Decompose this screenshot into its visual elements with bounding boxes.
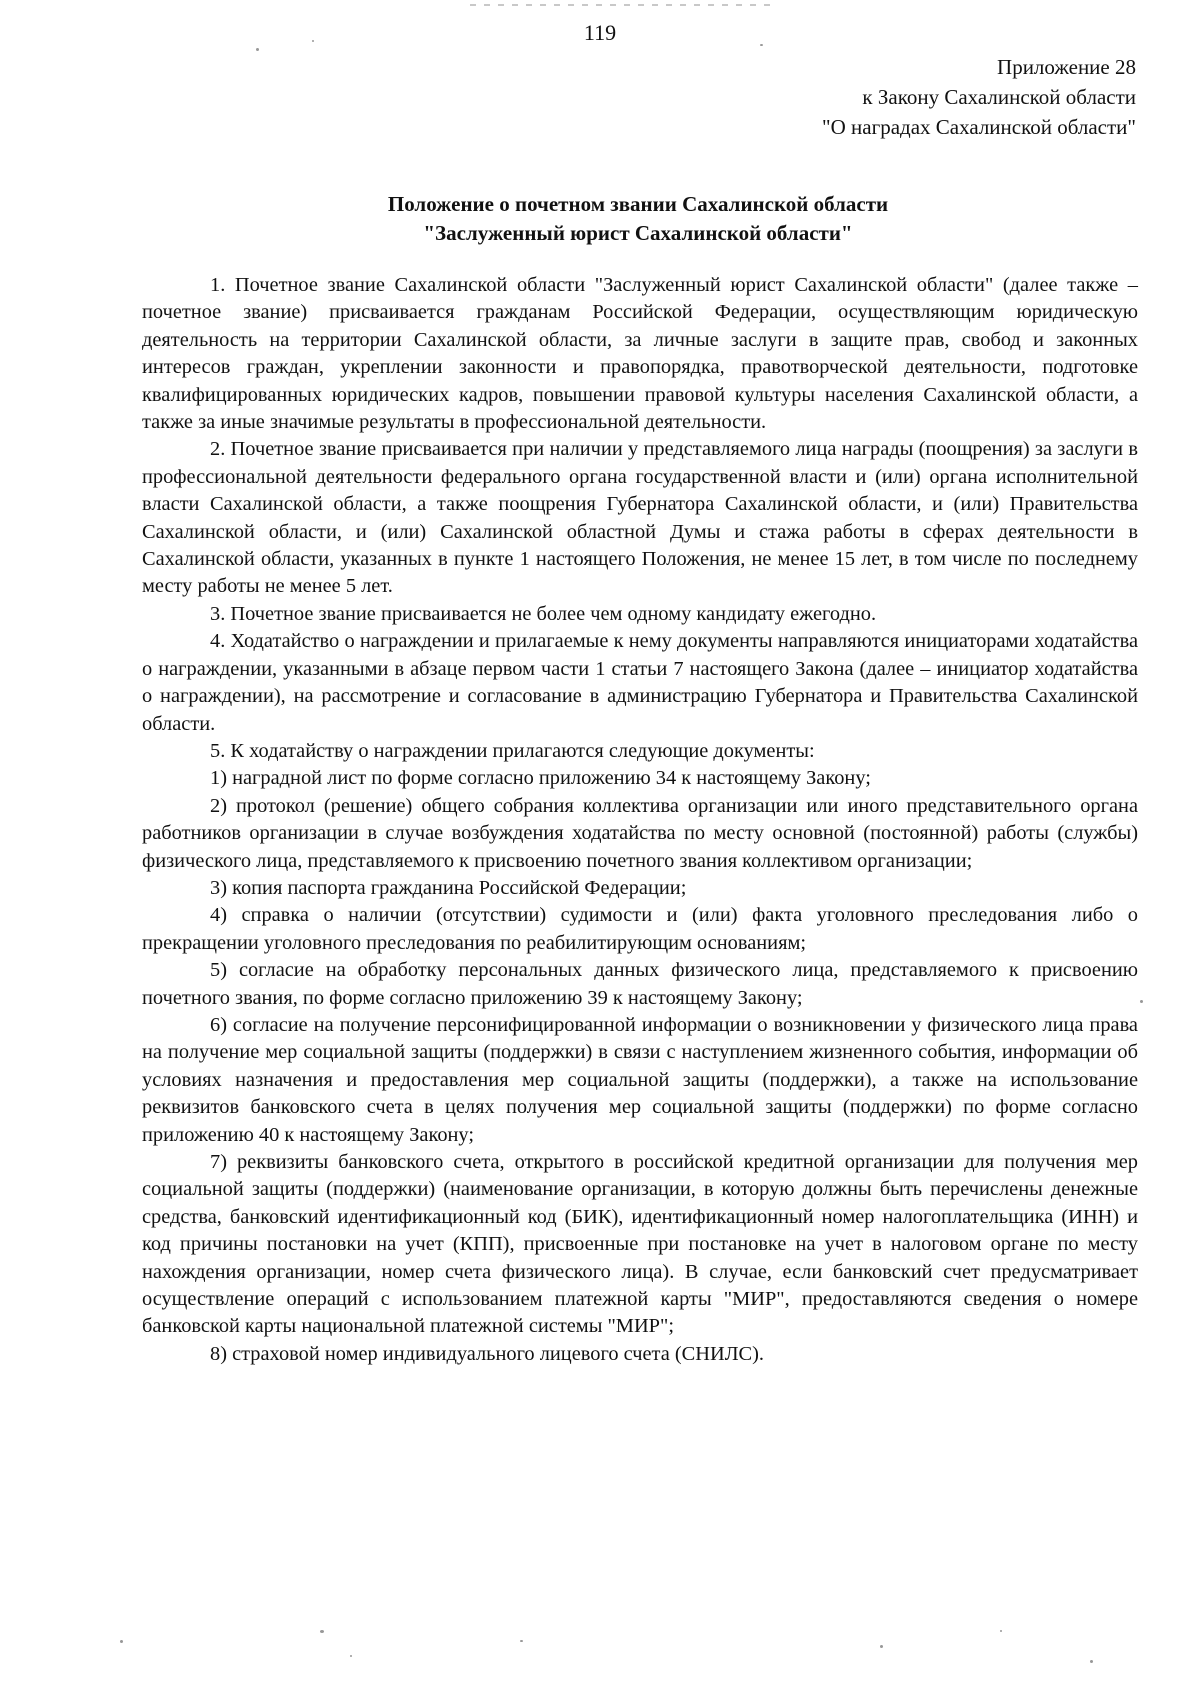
scan-artifact [470, 4, 770, 6]
list-item-6: 6) согласие на получение персонифицированной информации о возникновении у физического лица права на получение мер социальной защиты (поддержки) в связи с наступлением жизненного события, информации об условиях назначения и предоставления мер социальной защиты (поддержки), а также на использование реквизитов банковского счета в целях получения мер социальной защиты (поддержки) по форме согласно приложению 40 к настоящему Закону; [142, 1013, 1138, 1146]
scan-speck [350, 1655, 352, 1657]
scan-speck [1000, 1630, 1002, 1632]
list-item-3: 3) копия паспорта гражданина Российской Федерации; [210, 876, 687, 899]
list-item-2: 2) протокол (решение) общего собрания коллектива организации или иного представительного органа работников организации в случае возбуждения ходатайства по месту основной (постоянной) работы (службы) физического лица, представляемого к присвоению почетного звания коллективом организации; [142, 794, 1138, 872]
scan-speck [1140, 1000, 1143, 1003]
title-line-2: "Заслуженный юрист Сахалинской области" [423, 221, 853, 245]
appendix-header [822, 52, 1136, 142]
scan-speck [520, 1640, 523, 1642]
scan-speck [120, 1640, 123, 1643]
list-item-5: 5) согласие на обработку персональных данных физического лица, представляемого к присвоению почетного звания, по форме согласно приложению 39 к настоящему Закону; [142, 959, 1138, 1009]
document-title [140, 190, 1136, 248]
appendix-line-3: "О наградах Сахалинской области" [822, 115, 1136, 139]
scan-speck [760, 44, 763, 46]
scan-speck [880, 1645, 883, 1648]
paragraph-1: 1. Почетное звание Сахалинской области "Заслуженный юрист Сахалинской области" (далее также – почетное звание) присваивается гражданам Российской Федерации, осуществляющим юридическую деятельность на территории Сахалинской области, за личные заслуги в защите прав, свобод и законных интересов граждан, укреплении законности и правопорядка, правотворческой деятельности, подготовке квалифицированных юридических кадров, повышении правовой культуры населения Сахалинской области, а также за иные значимые результаты в профессиональной деятельности. [142, 274, 1138, 434]
list-item-4: 4) справка о наличии (отсутствии) судимости и (или) факта уголовного преследования либо о прекращении уголовного преследования по реабилитирующим основаниям; [142, 904, 1138, 954]
scan-speck [1090, 1660, 1093, 1663]
title-line-1: Положение о почетном звании Сахалинской области [387, 192, 889, 216]
scan-speck [320, 1630, 324, 1633]
appendix-line-1: Приложение 28 [997, 55, 1136, 79]
paragraph-4: 4. Ходатайство о награждении и прилагаемые к нему документы направляются инициаторами ходатайства о награждении, указанными в абзаце первом части 1 статьи 7 настоящего Закона (далее – инициатор ходатайства о награждении), на рассмотрение и согласование в администрацию Губернатора и Правительства Сахалинской области. [142, 630, 1138, 735]
list-item-1: 1) наградной лист по форме согласно приложению 34 к настоящему Закону; [210, 767, 871, 790]
scan-speck [256, 48, 259, 51]
paragraph-2: 2. Почетное звание присваивается при наличии у представляемого лица награды (поощрения) за заслуги в профессиональной деятельности федерального органа государственной власти и (или) органа исполнительной власти Сахалинской области, а также поощрения Губернатора Сахалинской области, и (или) Правительства Сахалинской области, и (или) Сахалинской областной Думы и стажа работы в сферах деятельности в Сахалинской области, указанных в пункте 1 настоящего Положения, не менее 15 лет, в том числе по последнему месту работы не менее 5 лет. [142, 438, 1138, 598]
appendix-line-2: к Закону Сахалинской области [862, 85, 1136, 109]
list-item-8: 8) страховой номер индивидуального лицевого счета (СНИЛС). [210, 1342, 765, 1365]
paragraph-5: 5. К ходатайству о награждении прилагаются следующие документы: [210, 739, 815, 762]
scan-speck [312, 40, 314, 42]
paragraph-3: 3. Почетное звание присваивается не более чем одному кандидату ежегодно. [210, 602, 877, 625]
list-item-7: 7) реквизиты банковского счета, открытого в российской кредитной организации для получения мер социальной защиты (поддержки) (наименование организации, в которую должны быть перечислены денежные средства, банковский идентификационный код (БИК), идентификационный номер налогоплательщика (ИНН) и код причины постановки на учет (КПП), присвоенные при постановке на учет в налоговом органе по месту нахождения организации, номер счета физического лица). В случае, если банковский счет предусматривает осуществление операций с использованием платежной карты "МИР", предоставляются сведения о номере банковской карты национальной платежной системы "МИР"; [142, 1151, 1138, 1338]
page-number: 119 [583, 20, 617, 45]
document-body [142, 272, 1138, 1368]
